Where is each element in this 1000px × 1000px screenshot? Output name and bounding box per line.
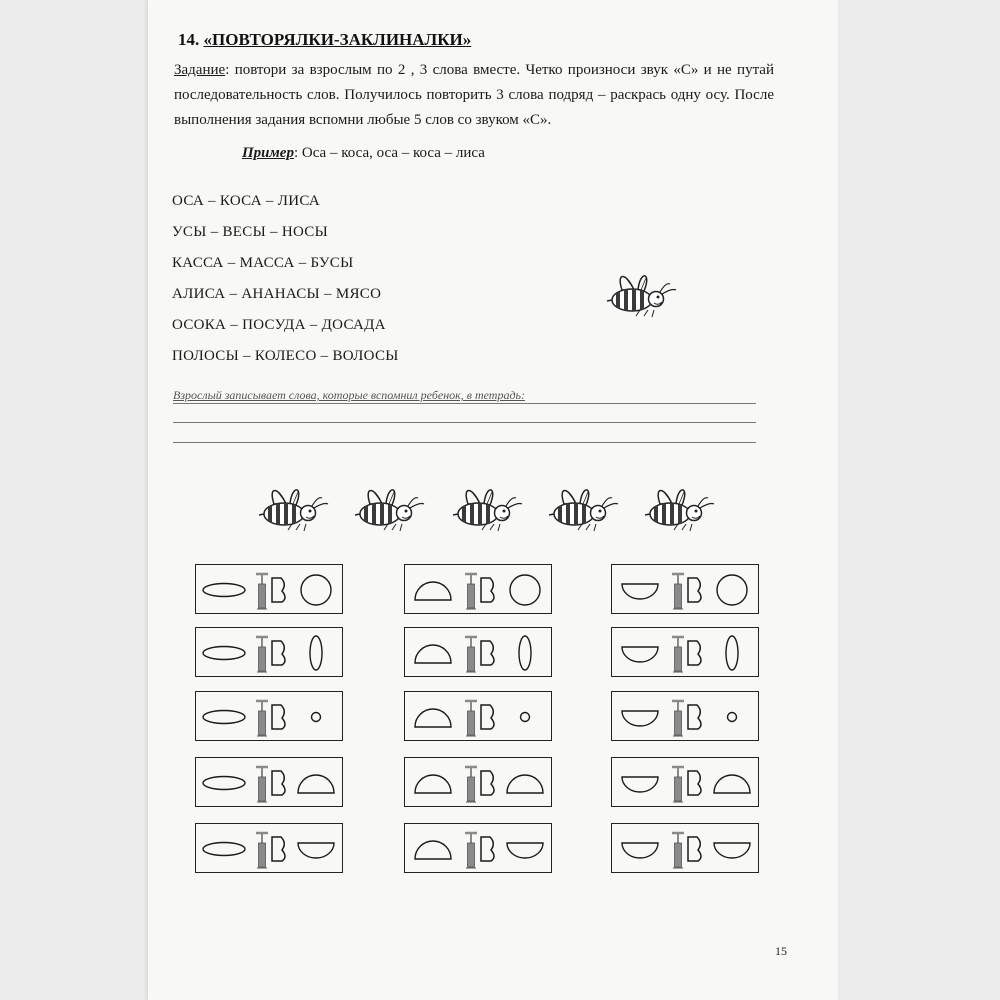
example-text: : Оса – коса, оса – коса – лиса [293,145,485,161]
bee-icon[interactable] [256,484,334,539]
symbol-card[interactable] [404,564,552,614]
symbol-card[interactable] [404,823,552,873]
symbol-card-drawing [612,824,760,874]
bee-icon[interactable] [450,484,528,539]
symbol-card[interactable] [195,627,343,677]
exercise-name: «ПОВТОРЯЛКИ-ЗАКЛИНАЛКИ» [203,30,472,49]
symbol-card[interactable] [195,823,343,873]
bee-icon[interactable] [546,484,624,539]
symbol-card[interactable] [195,757,343,807]
word-row: АЛИСА – АНАНАСЫ – МЯСО [172,286,382,302]
bee-icon[interactable] [642,484,720,539]
symbol-card-drawing [196,758,344,808]
symbol-card[interactable] [195,564,343,614]
word-row: ОСА – КОСА – ЛИСА [172,193,321,209]
task-label: Задание [174,62,226,78]
symbol-card-drawing [196,565,344,615]
symbol-card-drawing [612,628,760,678]
symbol-card[interactable] [404,757,552,807]
symbol-card-drawing [612,565,760,615]
answer-line[interactable] [173,422,756,423]
exercise-title [178,30,471,50]
symbol-card-drawing [196,692,344,742]
bee-icon[interactable] [352,484,430,539]
task-text: : повтори за взрослым по 2 , 3 слова вместе. Четко произноси звук «С» и не путай последовательность слов. Получилось повторить 3 слова подряд – раскрась одну осу. После выполнения задания вспомни любые 5 слов со звуком «С». [174,62,774,128]
word-row: ПОЛОСЫ – КОЛЕСО – ВОЛОСЫ [172,348,399,364]
symbol-card[interactable] [404,627,552,677]
task-instructions [174,58,774,133]
page-number: 15 [775,944,787,958]
word-list [172,186,399,372]
adult-note: Взрослый записывает слова, которые вспомнил ребенок, в тетрадь: [173,388,525,402]
answer-line[interactable] [173,403,756,404]
word-row: ОСОКА – ПОСУДА – ДОСАДА [172,317,386,333]
symbol-card[interactable] [195,691,343,741]
symbol-card-drawing [612,758,760,808]
symbol-card[interactable] [611,757,759,807]
exercise-number: 14. [178,30,200,49]
symbol-card-drawing [196,824,344,874]
symbol-card-drawing [405,824,553,874]
symbol-card[interactable] [611,627,759,677]
answer-line[interactable] [173,442,756,443]
symbol-card-drawing [405,692,553,742]
example-label: Пример [242,145,294,161]
symbol-card[interactable] [611,823,759,873]
symbol-card-drawing [405,628,553,678]
example-line [242,145,485,162]
word-row: КАССА – МАССА – БУСЫ [172,255,354,271]
symbol-card-drawing [405,758,553,808]
symbol-card-drawing [405,565,553,615]
word-row: УСЫ – ВЕСЫ – НОСЫ [172,224,328,240]
symbol-card[interactable] [611,691,759,741]
symbol-card-drawing [612,692,760,742]
bee-icon[interactable] [604,270,682,325]
symbol-card[interactable] [611,564,759,614]
symbol-card-drawing [196,628,344,678]
symbol-card[interactable] [404,691,552,741]
